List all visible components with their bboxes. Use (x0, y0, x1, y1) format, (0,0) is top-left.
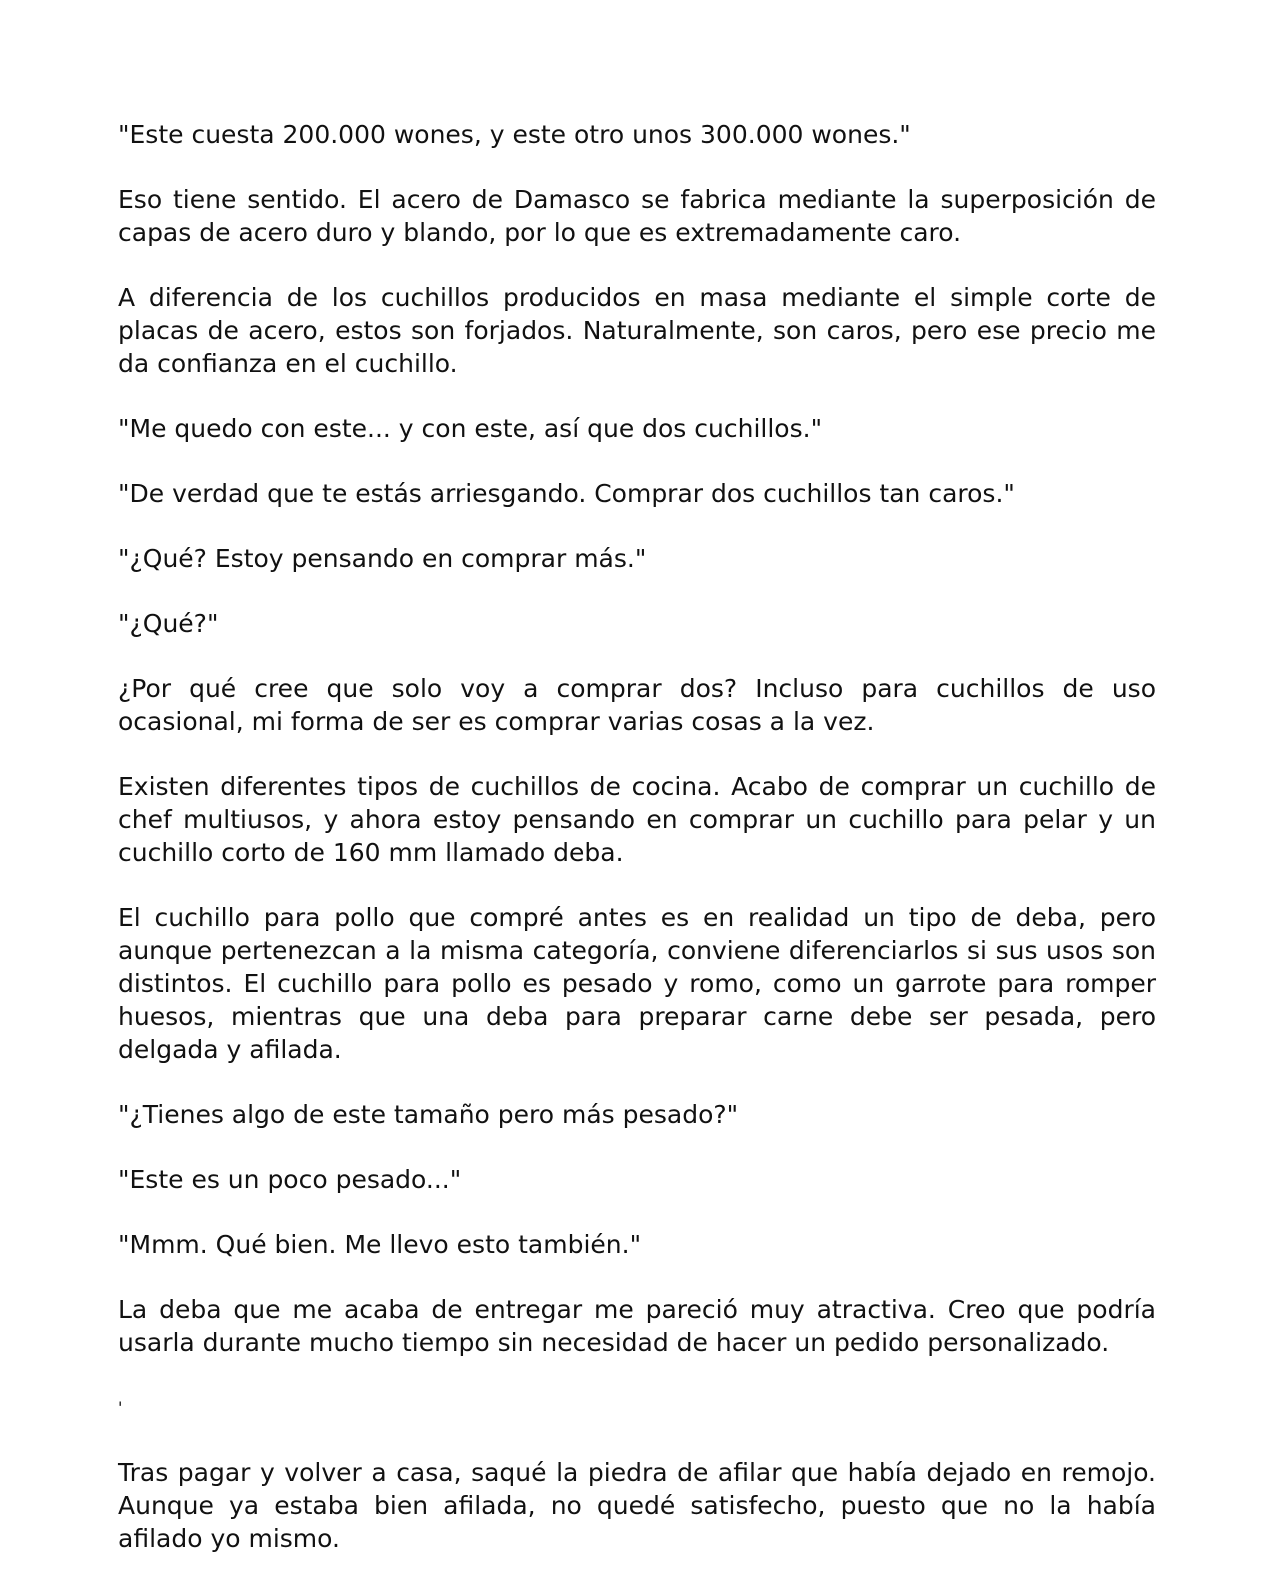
paragraph: "De verdad que te estás arriesgando. Comprar dos cuchillos tan caros." (118, 479, 1015, 508)
paragraph: "Me quedo con este... y con este, así que dos cuchillos." (118, 414, 823, 443)
final-paragraph: Tras pagar y volver a casa, saqué la piedra de afilar que había dejado en remojo. Aunque ya estaba bien afilada, no quedé satisfecho, puesto que no la había afilado yo mismo. (118, 1458, 1156, 1553)
paragraph: "Este cuesta 200.000 wones, y este otro unos 300.000 wones." (118, 120, 911, 149)
section-separator-mark: ' (118, 1398, 123, 1417)
paragraph: Existen diferentes tipos de cuchillos de cocina. Acabo de comprar un cuchillo de chef multiusos, y ahora estoy pensando en comprar un cuchillo para pelar y un cuchillo corto de 160 mm llamado deba. (118, 772, 1156, 867)
paragraph: ¿Por qué cree que solo voy a comprar dos? Incluso para cuchillos de uso ocasional, mi forma de ser es comprar varias cosas a la vez. (118, 674, 1156, 736)
text-body (118, 118, 1156, 1587)
paragraph: "¿Qué? Estoy pensando en comprar más." (118, 544, 647, 573)
paragraph: A diferencia de los cuchillos producidos en masa mediante el simple corte de placas de acero, estos son forjados. Naturalmente, son caros, pero ese precio me da confianza en el cuchillo. (118, 283, 1156, 378)
paragraph: "¿Tienes algo de este tamaño pero más pesado?" (118, 1100, 739, 1129)
paragraph: El cuchillo para pollo que compré antes es en realidad un tipo de deba, pero aunque pertenezcan a la misma categoría, conviene diferenciarlos si sus usos son distintos. El cuchillo para pollo es pesado y romo, como un garrote para romper huesos, mientras que una deba para preparar carne debe ser pesada, pero delgada y afilada. (118, 903, 1156, 1064)
paragraph: "Mmm. Qué bien. Me llevo esto también." (118, 1230, 642, 1259)
paragraph: La deba que me acaba de entregar me pareció muy atractiva. Creo que podría usarla durante mucho tiempo sin necesidad de hacer un pedido personalizado. (118, 1295, 1156, 1357)
paragraph: Eso tiene sentido. El acero de Damasco se fabrica mediante la superposición de capas de acero duro y blando, por lo que es extremadamente caro. (118, 185, 1156, 247)
paragraph: "Este es un poco pesado..." (118, 1165, 462, 1194)
paragraph: "¿Qué?" (118, 609, 219, 638)
